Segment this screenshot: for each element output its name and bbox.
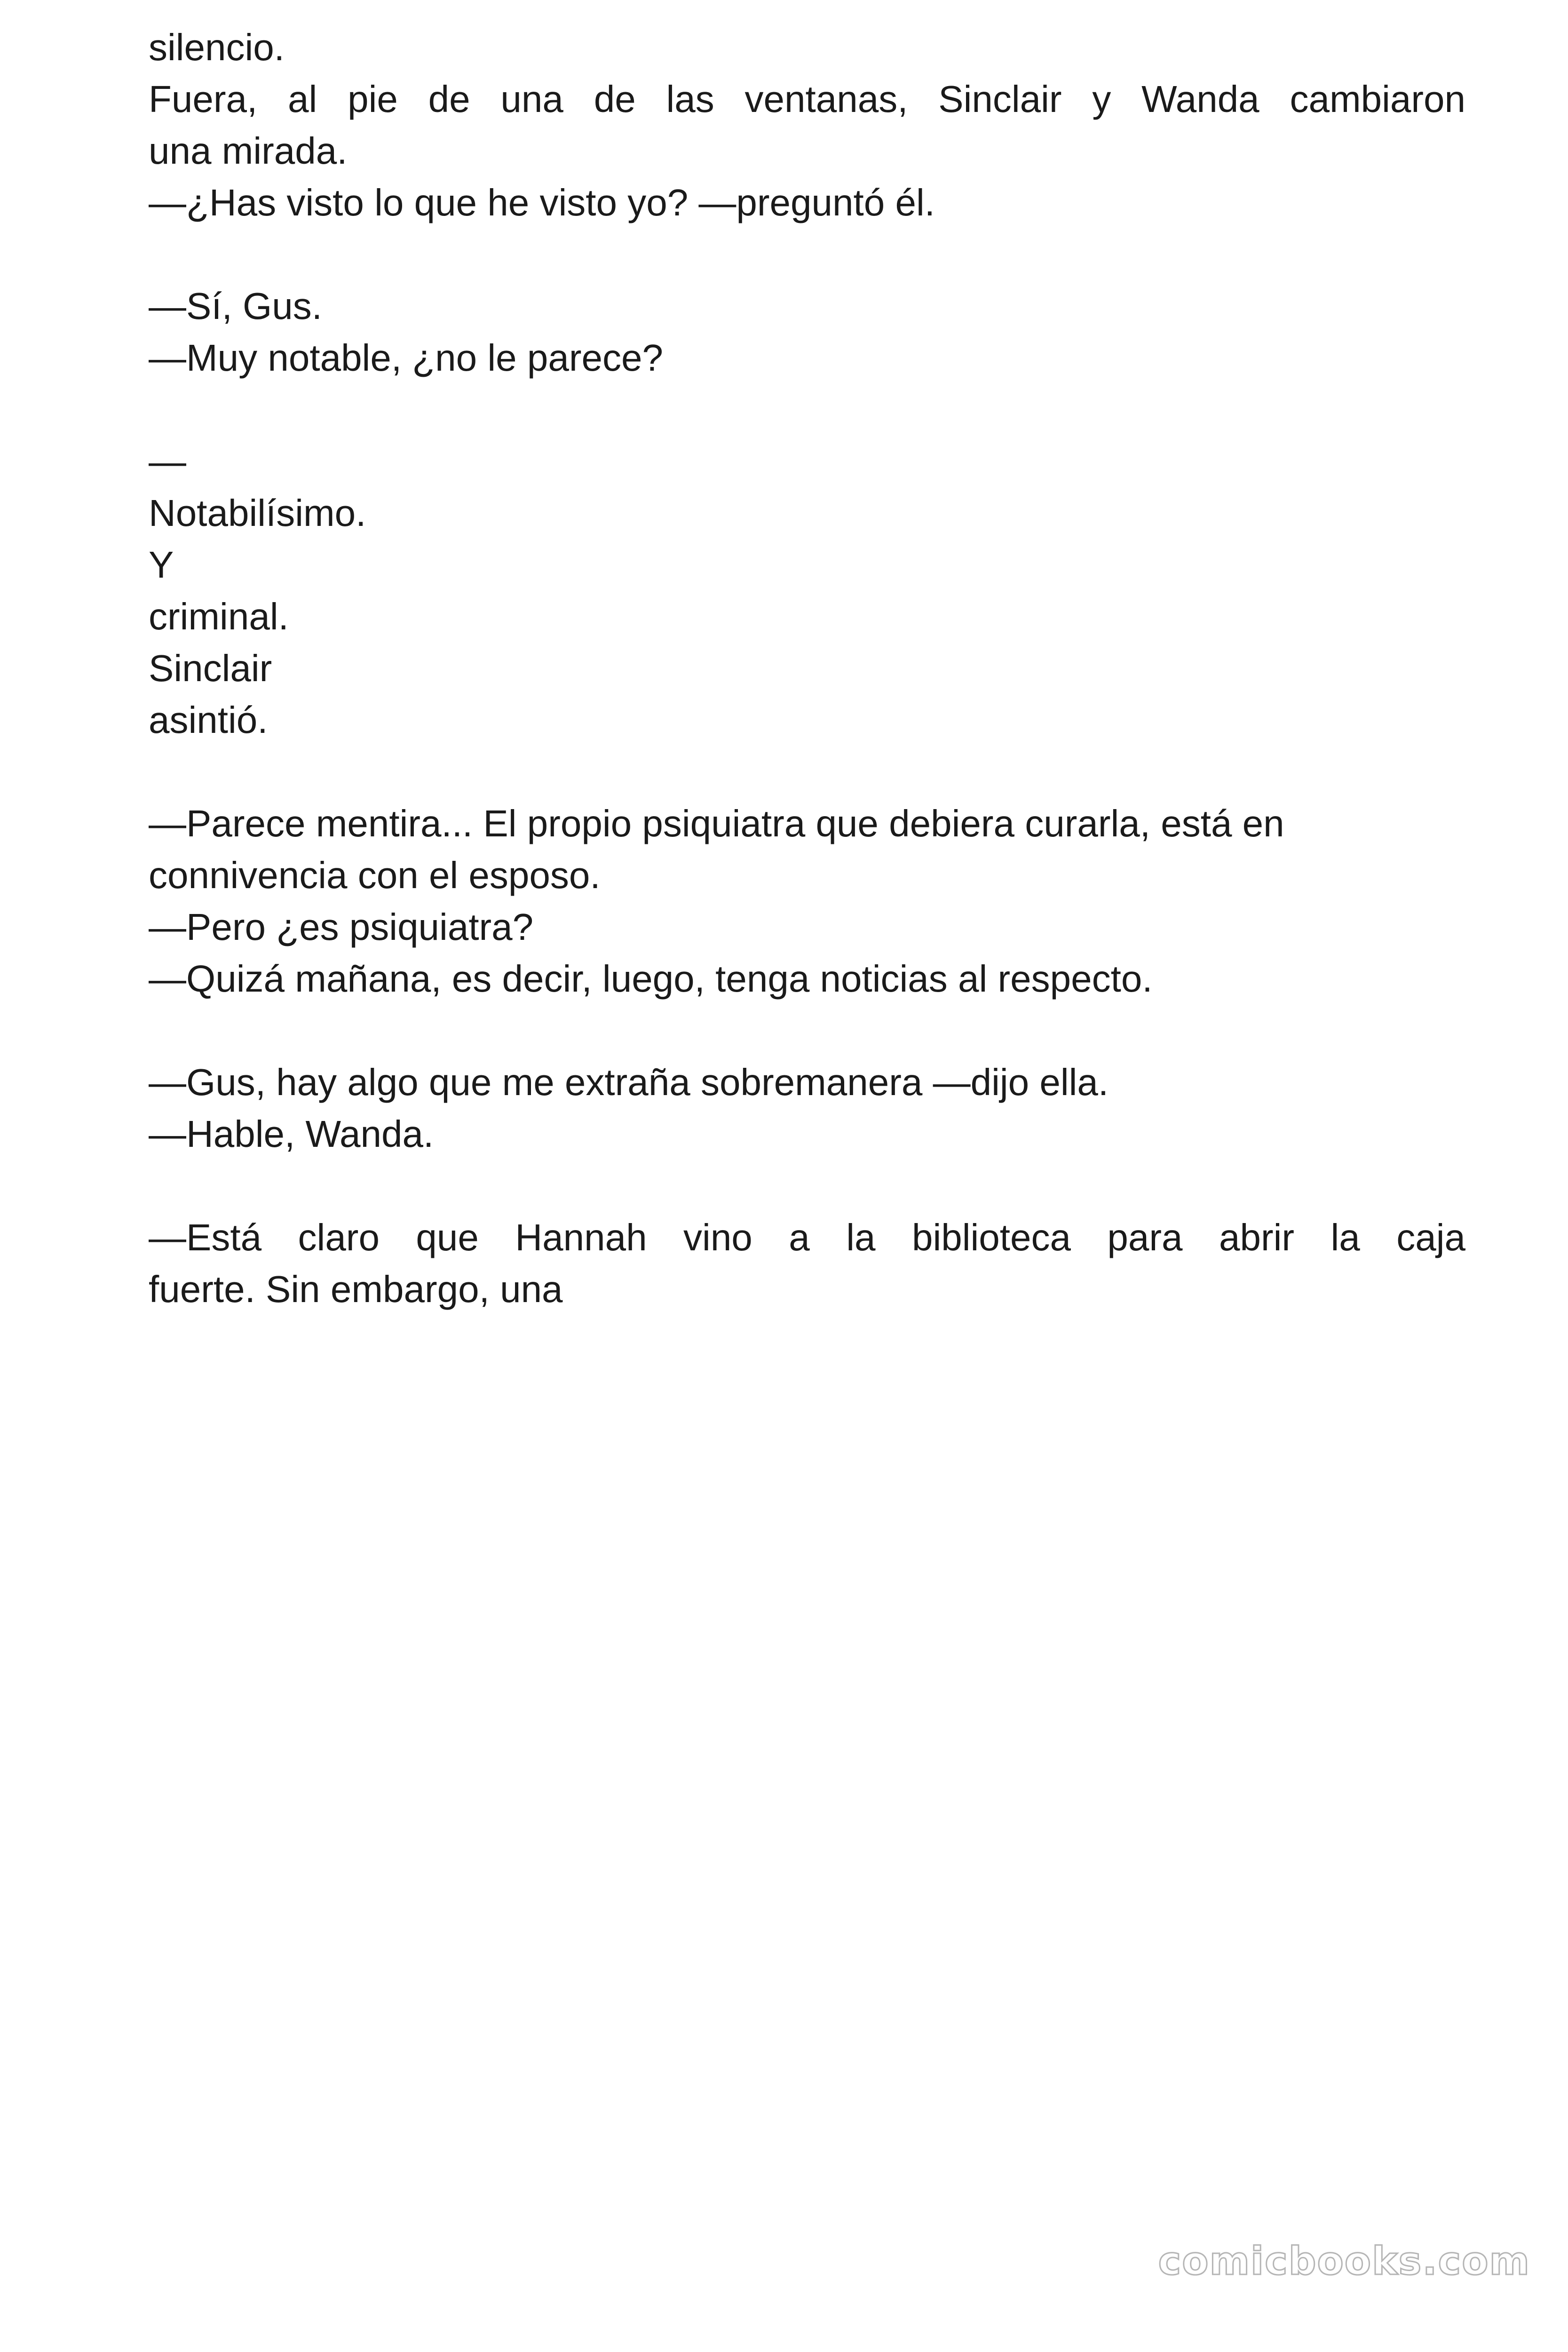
- text-line: —Pero ¿es psiquiatra?: [149, 906, 534, 948]
- text-line: asintió.: [149, 699, 268, 741]
- text-line: —Está claro que Hannah vino a la biblioteca para abrir la caja: [149, 1216, 1465, 1258]
- paragraph-gap: [149, 1005, 1465, 1057]
- text-line: silencio.: [149, 26, 285, 68]
- paragraph-gap: [149, 746, 1465, 798]
- text-line: connivencia con el esposo.: [149, 854, 601, 896]
- paragraph-gap: [149, 384, 1465, 436]
- text-line: —Parece mentira... El propio psiquiatra que debiera curarla, está en: [149, 803, 1284, 844]
- text-line: una mirada.: [149, 130, 348, 172]
- text-line: criminal.: [149, 596, 289, 637]
- paragraph-gap: [149, 229, 1465, 280]
- text-line: Sinclair: [149, 647, 272, 689]
- text-line: —Sí, Gus.: [149, 285, 322, 327]
- paragraph-gap: [149, 1160, 1465, 1212]
- text-line: —¿Has visto lo que he visto yo? —preguntó él.: [149, 182, 935, 223]
- text-line: —Gus, hay algo que me extraña sobremanera —dijo ella.: [149, 1061, 1109, 1103]
- document-body: [149, 22, 1465, 1315]
- text-line: —Quizá mañana, es decir, luego, tenga noticias al respecto.: [149, 958, 1153, 1000]
- text-line: fuerte. Sin embargo, una: [149, 1268, 563, 1310]
- text-line: —Muy notable, ¿no le parece?: [149, 337, 663, 379]
- text-line: —: [149, 440, 186, 482]
- text-line: Notabilísimo.: [149, 492, 366, 534]
- site-watermark: comicbooks.com: [1158, 2239, 1530, 2284]
- text-line: —Hable, Wanda.: [149, 1113, 434, 1155]
- text-line: Y: [149, 544, 174, 586]
- text-line: Fuera, al pie de una de las ventanas, Sinclair y Wanda cambiaron: [149, 78, 1465, 120]
